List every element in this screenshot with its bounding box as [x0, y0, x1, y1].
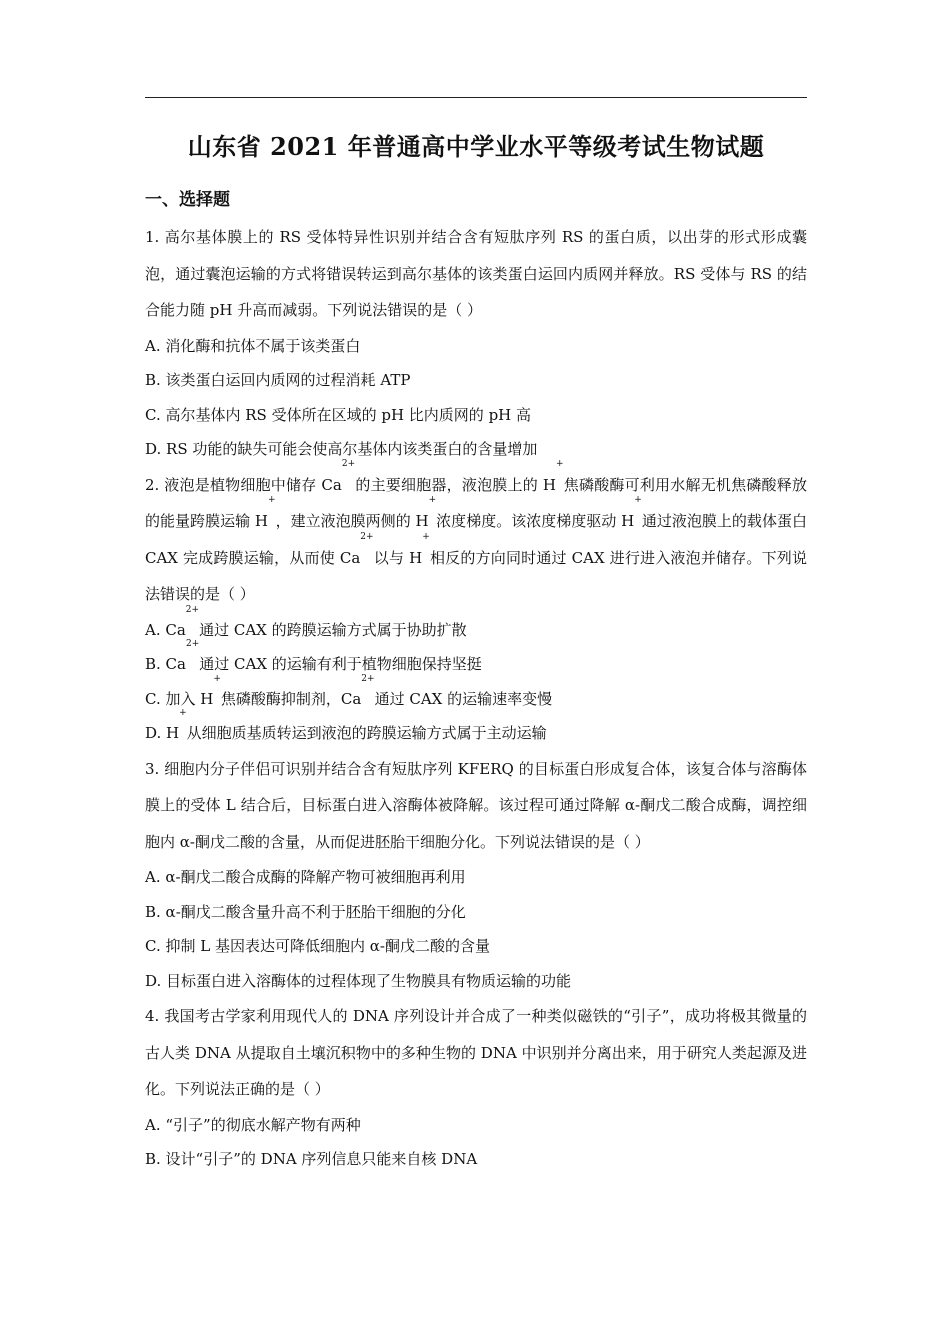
section-heading: 一、选择题 [145, 190, 230, 210]
question-4 [145, 998, 807, 1177]
option-b: B. 该类蛋白运回内质网的过程消耗 ATP [145, 371, 411, 389]
question-stem: 2. 液泡是植物细胞中储存 $Ca^{2+}$的主要细胞器，液泡膜上的 H+焦磷酸酶可利用水解无机焦磷酸释放的能量跨膜运输 H+，建立液泡膜两侧的 H+浓度梯度。该浓度梯度驱动 H+通过液泡膜上的载体蛋白 CAX 完成跨膜运输，从而使 $Ca^{2+}$以与 H+相反的方向同时通过 CAX 进行进入液泡并储存。下列说法错误的是（ ） [145, 458, 807, 603]
question-list [145, 219, 807, 1177]
page-title: 山东省 2021 年普通高中学业水平等级考试生物试题 [187, 132, 765, 161]
option-c: C. 抑制 L 基因表达可降低细胞内 α-酮戊二酸的含量 [145, 937, 490, 955]
question-stem: 4. 我国考古学家利用现代人的 DNA 序列设计并合成了一种类似磁铁的“引子”，成功将极其微量的古人类 DNA 从提取自土壤沉积物中的多种生物的 DNA 中识别并分离出来，用于研究人类起源及进化。下列说法正确的是（ ） [145, 1007, 807, 1098]
option-a: A. “引子”的彻底水解产物有两种 [145, 1115, 361, 1134]
option-d: D. 目标蛋白进入溶酶体的过程体现了生物膜具有物质运输的功能 [145, 971, 572, 990]
option-a: A. $Ca^{2+}$通过 CAX 的跨膜运输方式属于协助扩散 [145, 604, 467, 639]
header-rule [145, 97, 807, 98]
option-a: A. 消化酶和抗体不属于该类蛋白 [145, 336, 361, 355]
option-a: A. α-酮戊二酸合成酶的降解产物可被细胞再利用 [145, 868, 466, 886]
option-c: C. 高尔基体内 RS 受体所在区域的 pH 比内质网的 pH 高 [145, 405, 532, 424]
question-stem: 1. 高尔基体膜上的 RS 受体特异性识别并结合含有短肽序列 RS 的蛋白质，以出芽的形式形成囊泡，通过囊泡运输的方式将错误转运到高尔基体的该类蛋白运回内质网并释放。RS 受体与 RS 的结合能力随 pH 升高而减弱。下列说法错误的是（ ） [145, 228, 807, 319]
option-d: D. H+从细胞质基质转运到液泡的跨膜运输方式属于主动运输 [145, 708, 547, 742]
question-stem: 3. 细胞内分子伴侣可识别并结合含有短肽序列 KFERQ 的目标蛋白形成复合体，该复合体与溶酶体膜上的受体 L 结合后，目标蛋白进入溶酶体被降解。该过程可通过降解 α-酮戊二酸合成酶，调控细胞内 α-酮戊二酸的含量，从而促进胚胎干细胞分化。下列说法错误的是（ ） [145, 759, 807, 851]
option-b: B. α-酮戊二酸含量升高不利于胚胎干细胞的分化 [145, 902, 466, 921]
question-2 [145, 458, 807, 751]
option-c: C. 加入 H+焦磷酸酶抑制剂，$Ca^{2+}$通过 CAX 的运输速率变慢 [145, 673, 553, 708]
question-3 [145, 751, 807, 999]
option-b: B. $Ca^{2+}$通过 CAX 的运输有利于植物细胞保持坚挺 [145, 639, 482, 673]
question-1 [145, 219, 807, 467]
option-b: B. 设计“引子”的 DNA 序列信息只能来自核 DNA [145, 1150, 478, 1168]
option-d: D. RS 功能的缺失可能会使高尔基体内该类蛋白的含量增加 [145, 440, 538, 458]
